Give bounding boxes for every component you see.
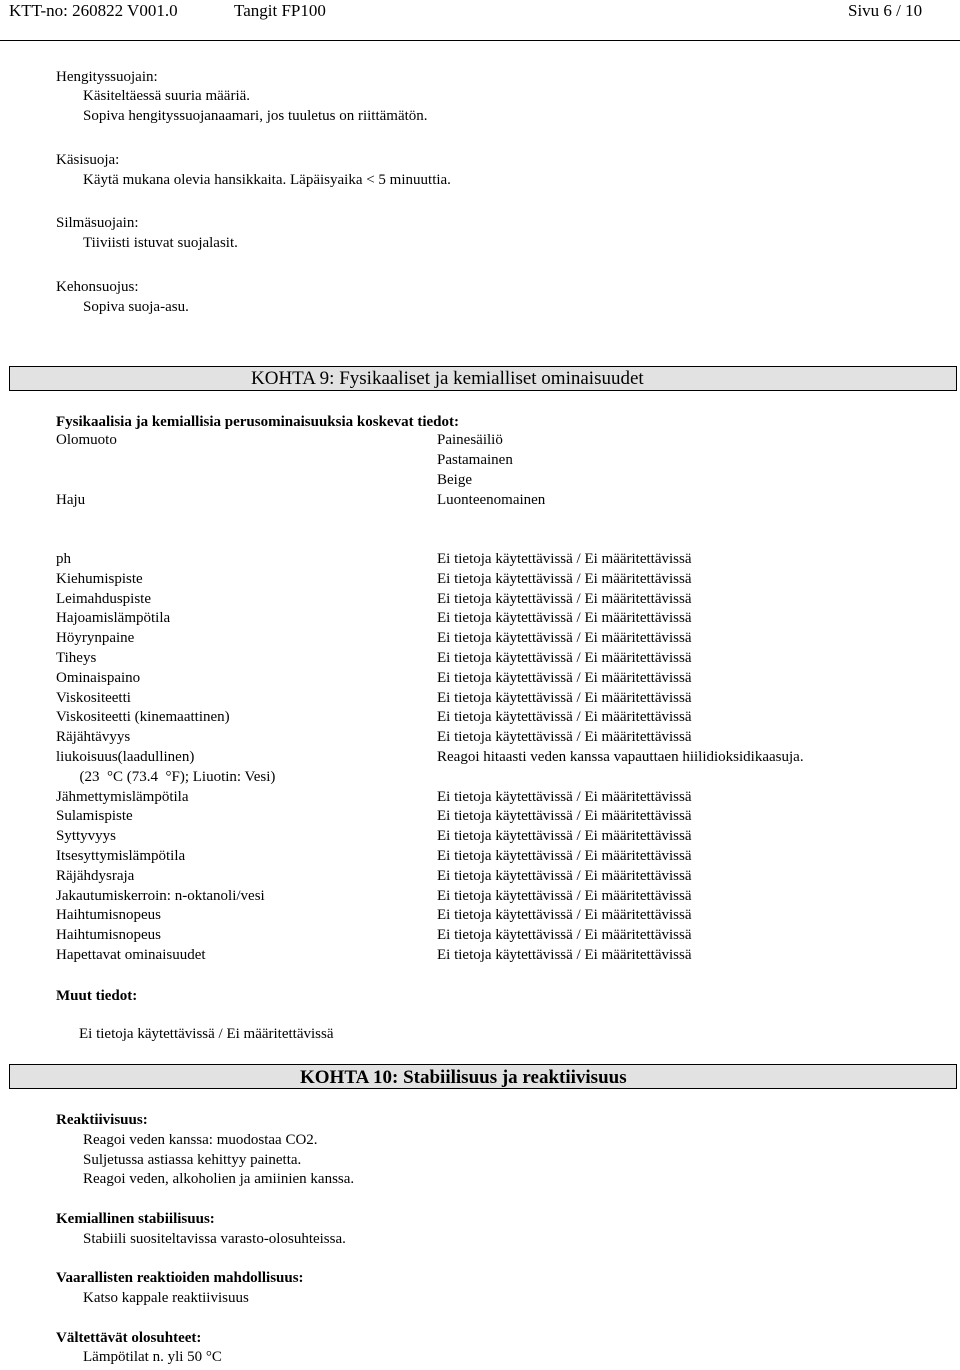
hand-protection-line: Käytä mukana olevia hansikkaita. Läpäisyaika < 5 minuuttia.: [83, 172, 451, 188]
property-label: Viskositeetti (kinemaattinen): [56, 709, 230, 725]
property-value: Reagoi hitaasti veden kanssa vapauttaen hiilidioksidikaasuja.: [437, 749, 804, 765]
property-value: Ei tietoja käytettävissä / Ei määritettävissä: [437, 888, 692, 904]
odor-label: Haju: [56, 492, 86, 508]
property-label: Syttyvyys: [56, 828, 117, 844]
property-value: Ei tietoja käytettävissä / Ei määritettävissä: [437, 571, 692, 587]
reactivity-label: Reaktiivisuus:: [56, 1112, 148, 1128]
property-label: Höyrynpaine: [56, 630, 135, 646]
appearance-value: Beige: [437, 472, 472, 488]
property-value: Ei tietoja käytettävissä / Ei määritettävissä: [437, 630, 692, 646]
property-label: Sulamispiste: [56, 808, 133, 824]
hazardous-reactions-line: Katso kappale reaktiivisuus: [83, 1290, 249, 1306]
respiratory-protection-label: Hengityssuojain:: [56, 69, 158, 85]
header-rule: [0, 40, 960, 41]
property-value: Ei tietoja käytettävissä / Ei määritettävissä: [437, 808, 692, 824]
odor-value: Luonteenomainen: [437, 492, 546, 508]
property-value: Ei tietoja käytettävissä / Ei määritettävissä: [437, 868, 692, 884]
appearance-value: Painesäiliö: [437, 432, 503, 448]
section-9-title: KOHTA 9: Fysikaaliset ja kemialliset ominaisuudet: [251, 368, 644, 389]
property-label: (23 °C (73.4 °F); Liuotin: Vesi): [72, 769, 276, 785]
hand-protection-label: Käsisuoja:: [56, 152, 120, 168]
eye-protection-label: Silmäsuojain:: [56, 215, 139, 231]
section-10-title: KOHTA 10: Stabiilisuus ja reaktiivisuus: [300, 1067, 627, 1088]
appearance-value: Pastamainen: [437, 452, 513, 468]
property-label: Hapettavat ominaisuudet: [56, 947, 206, 963]
other-info-label: Muut tiedot:: [56, 988, 138, 1004]
reactivity-line: Reagoi veden, alkoholien ja amiinien kanssa.: [83, 1171, 355, 1187]
chemical-stability-line: Stabiili suositeltavissa varasto-olosuhteissa.: [83, 1231, 346, 1247]
chemical-stability-label: Kemiallinen stabiilisuus:: [56, 1211, 215, 1227]
property-label: Haihtumisnopeus: [56, 927, 161, 943]
property-value: Ei tietoja käytettävissä / Ei määritettävissä: [437, 690, 692, 706]
property-value: Ei tietoja käytettävissä / Ei määritettävissä: [437, 848, 692, 864]
conditions-to-avoid-label: Vältettävät olosuhteet:: [56, 1330, 202, 1346]
respiratory-protection-line: Sopiva hengityssuojanaamari, jos tuuletus on riittämätön.: [83, 108, 428, 124]
property-value: Ei tietoja käytettävissä / Ei määritettävissä: [437, 591, 692, 607]
eye-protection-line: Tiiviisti istuvat suojalasit.: [83, 235, 238, 251]
property-value: Ei tietoja käytettävissä / Ei määritettävissä: [437, 670, 692, 686]
body-protection-label: Kehonsuojus:: [56, 279, 139, 295]
other-info-value: Ei tietoja käytettävissä / Ei määritettävissä: [79, 1026, 334, 1042]
product-name: Tangit FP100: [234, 1, 326, 20]
respiratory-protection-line: Käsiteltäessä suuria määriä.: [83, 88, 251, 104]
property-label: Viskositeetti: [56, 690, 131, 706]
property-label: Tiheys: [56, 650, 97, 666]
property-value: Ei tietoja käytettävissä / Ei määritettävissä: [437, 789, 692, 805]
property-label: Kiehumispiste: [56, 571, 143, 587]
appearance-label: Olomuoto: [56, 432, 117, 448]
property-value: Ei tietoja käytettävissä / Ei määritettävissä: [437, 947, 692, 963]
property-label: Jakautumiskerroin: n-oktanoli/vesi: [56, 888, 265, 904]
property-label: Räjähdysraja: [56, 868, 135, 884]
page-number: Sivu 6 / 10: [848, 1, 923, 20]
hazardous-reactions-label: Vaarallisten reaktioiden mahdollisuus:: [56, 1270, 304, 1286]
property-value: Ei tietoja käytettävissä / Ei määritettävissä: [437, 610, 692, 626]
body-protection-line: Sopiva suoja-asu.: [83, 299, 189, 315]
property-label: liukoisuus(laadullinen): [56, 749, 195, 765]
property-label: Haihtumisnopeus: [56, 907, 161, 923]
property-label: ph: [56, 551, 71, 567]
property-label: Itsesyttymislämpötila: [56, 848, 186, 864]
reactivity-line: Suljetussa astiassa kehittyy painetta.: [83, 1152, 302, 1168]
document-number: KTT-no: 260822 V001.0: [9, 1, 178, 20]
property-label: Jähmettymislämpötila: [56, 789, 189, 805]
property-value: Ei tietoja käytettävissä / Ei määritettävissä: [437, 709, 692, 725]
conditions-to-avoid-line: Lämpötilat n. yli 50 °C: [83, 1349, 222, 1365]
property-value: Ei tietoja käytettävissä / Ei määritettävissä: [437, 828, 692, 844]
basic-properties-subheading: Fysikaalisia ja kemiallisia perusominaisuuksia koskevat tiedot:: [56, 414, 459, 430]
property-label: Räjähtävyys: [56, 729, 131, 745]
property-label: Ominaispaino: [56, 670, 141, 686]
reactivity-line: Reagoi veden kanssa: muodostaa CO2.: [83, 1132, 318, 1148]
property-value: Ei tietoja käytettävissä / Ei määritettävissä: [437, 907, 692, 923]
property-label: Leimahduspiste: [56, 591, 151, 607]
property-value: Ei tietoja käytettävissä / Ei määritettävissä: [437, 551, 692, 567]
property-value: Ei tietoja käytettävissä / Ei määritettävissä: [437, 927, 692, 943]
property-value: Ei tietoja käytettävissä / Ei määritettävissä: [437, 650, 692, 666]
property-value: Ei tietoja käytettävissä / Ei määritettävissä: [437, 729, 692, 745]
property-label: Hajoamislämpötila: [56, 610, 171, 626]
